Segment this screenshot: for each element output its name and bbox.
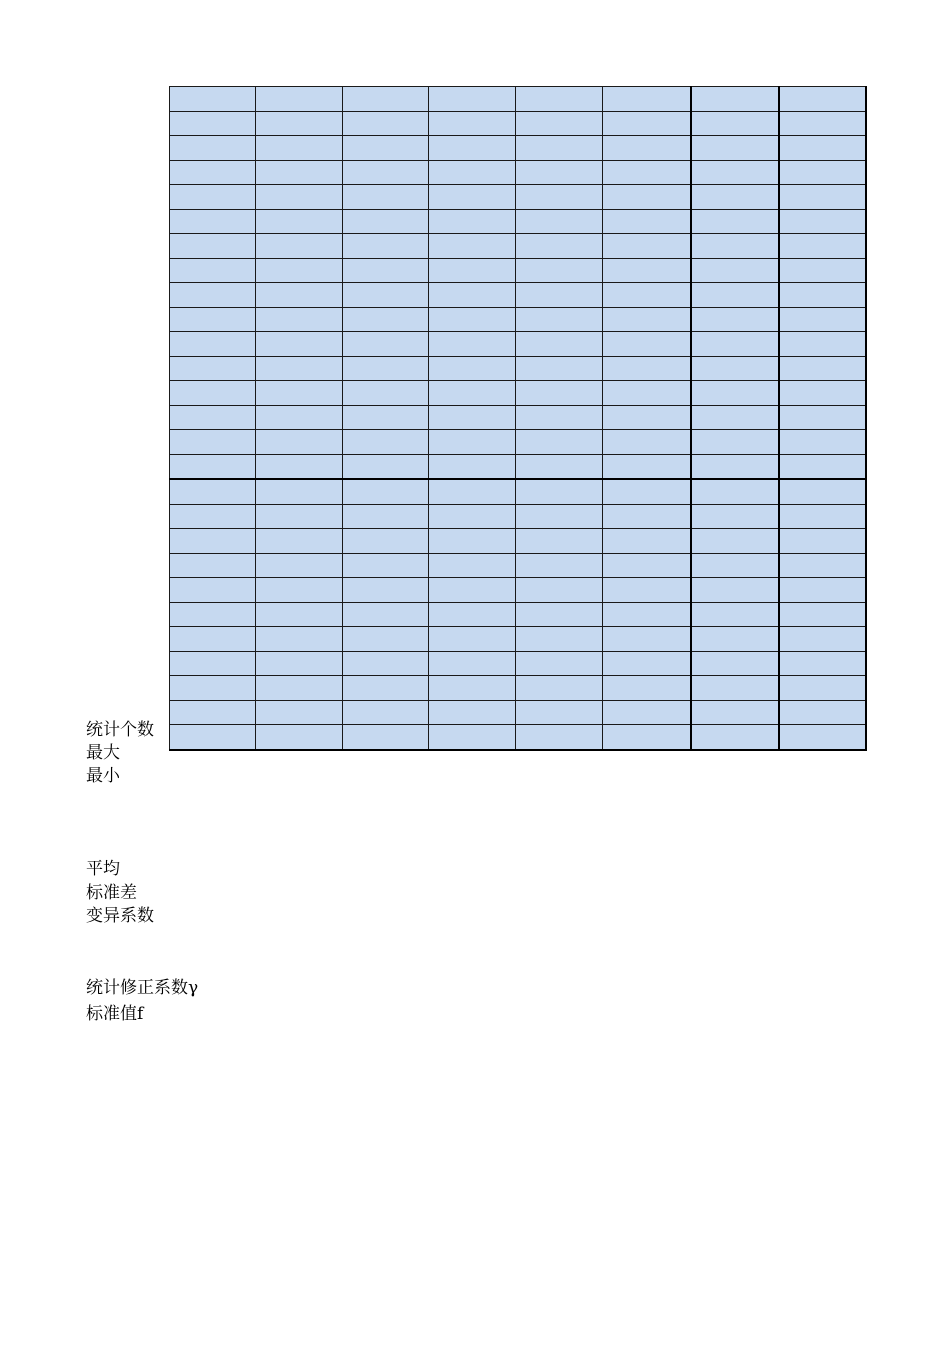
table-cell[interactable] bbox=[429, 676, 516, 701]
label-cv: 变异系数 bbox=[86, 906, 154, 926]
table-cell[interactable] bbox=[603, 381, 691, 406]
table-cell[interactable] bbox=[343, 381, 429, 406]
table-cell[interactable] bbox=[779, 430, 866, 455]
table-row bbox=[170, 454, 866, 479]
table-cell[interactable] bbox=[429, 430, 516, 455]
table-cell[interactable] bbox=[429, 185, 516, 210]
table-cell[interactable] bbox=[516, 578, 603, 603]
table-cell[interactable] bbox=[691, 627, 779, 652]
table-cell[interactable] bbox=[429, 602, 516, 627]
table-cell[interactable] bbox=[343, 430, 429, 455]
table-cell[interactable] bbox=[516, 479, 603, 504]
table-cell[interactable] bbox=[779, 209, 866, 234]
table-cell[interactable] bbox=[779, 307, 866, 332]
table-cell[interactable] bbox=[779, 725, 866, 750]
table-cell[interactable] bbox=[170, 136, 256, 161]
table-cell[interactable] bbox=[429, 479, 516, 504]
table-cell[interactable] bbox=[603, 553, 691, 578]
table-cell[interactable] bbox=[691, 307, 779, 332]
table-cell[interactable] bbox=[429, 307, 516, 332]
table-row bbox=[170, 87, 866, 112]
table-cell[interactable] bbox=[429, 87, 516, 112]
table-cell[interactable] bbox=[779, 160, 866, 185]
table-cell[interactable] bbox=[256, 627, 343, 652]
table-cell[interactable] bbox=[603, 651, 691, 676]
table-row bbox=[170, 136, 866, 161]
table-cell[interactable] bbox=[779, 332, 866, 357]
table-cell[interactable] bbox=[256, 454, 343, 479]
table-cell[interactable] bbox=[516, 651, 603, 676]
table-cell[interactable] bbox=[170, 430, 256, 455]
table-cell[interactable] bbox=[429, 332, 516, 357]
table-cell[interactable] bbox=[429, 234, 516, 259]
table-cell[interactable] bbox=[256, 676, 343, 701]
table-cell[interactable] bbox=[256, 725, 343, 750]
table-cell[interactable] bbox=[429, 136, 516, 161]
table-cell[interactable] bbox=[170, 578, 256, 603]
table-cell[interactable] bbox=[779, 381, 866, 406]
table-cell[interactable] bbox=[343, 405, 429, 430]
table-cell[interactable] bbox=[516, 700, 603, 725]
table-cell[interactable] bbox=[516, 160, 603, 185]
table-cell[interactable] bbox=[603, 479, 691, 504]
table-row bbox=[170, 356, 866, 381]
table-row bbox=[170, 627, 866, 652]
table-cell[interactable] bbox=[256, 185, 343, 210]
table-cell[interactable] bbox=[343, 553, 429, 578]
table-cell[interactable] bbox=[256, 430, 343, 455]
table-cell[interactable] bbox=[691, 602, 779, 627]
table-cell[interactable] bbox=[256, 234, 343, 259]
table-cell[interactable] bbox=[691, 430, 779, 455]
table-cell[interactable] bbox=[429, 529, 516, 554]
table-cell[interactable] bbox=[429, 725, 516, 750]
table-cell[interactable] bbox=[779, 627, 866, 652]
table-cell[interactable] bbox=[170, 111, 256, 136]
table-cell[interactable] bbox=[516, 356, 603, 381]
table-cell[interactable] bbox=[170, 283, 256, 308]
table-cell[interactable] bbox=[691, 136, 779, 161]
table-cell[interactable] bbox=[256, 479, 343, 504]
table-cell[interactable] bbox=[603, 454, 691, 479]
table-cell[interactable] bbox=[516, 307, 603, 332]
table-cell[interactable] bbox=[256, 87, 343, 112]
table-row bbox=[170, 504, 866, 529]
table-cell[interactable] bbox=[691, 700, 779, 725]
table-cell[interactable] bbox=[343, 700, 429, 725]
table-cell[interactable] bbox=[603, 185, 691, 210]
table-cell[interactable] bbox=[170, 454, 256, 479]
table-cell[interactable] bbox=[256, 283, 343, 308]
table-row bbox=[170, 430, 866, 455]
table-cell[interactable] bbox=[343, 627, 429, 652]
table-row bbox=[170, 209, 866, 234]
table-cell[interactable] bbox=[343, 234, 429, 259]
table-row bbox=[170, 602, 866, 627]
table-row bbox=[170, 529, 866, 554]
table-row bbox=[170, 553, 866, 578]
table-row bbox=[170, 405, 866, 430]
table-row bbox=[170, 479, 866, 504]
table-cell[interactable] bbox=[429, 651, 516, 676]
table-cell[interactable] bbox=[343, 529, 429, 554]
table-cell[interactable] bbox=[603, 430, 691, 455]
table-cell[interactable] bbox=[779, 185, 866, 210]
table-cell[interactable] bbox=[170, 529, 256, 554]
table-cell[interactable] bbox=[170, 700, 256, 725]
table-cell[interactable] bbox=[343, 160, 429, 185]
table-cell[interactable] bbox=[691, 651, 779, 676]
table-cell[interactable] bbox=[691, 356, 779, 381]
table-cell[interactable] bbox=[429, 578, 516, 603]
table-cell[interactable] bbox=[256, 602, 343, 627]
table-cell[interactable] bbox=[429, 283, 516, 308]
table-cell[interactable] bbox=[343, 676, 429, 701]
table-cell[interactable] bbox=[779, 553, 866, 578]
data-grid bbox=[169, 86, 867, 751]
table-cell[interactable] bbox=[429, 553, 516, 578]
table-cell[interactable] bbox=[516, 381, 603, 406]
label-count: 统计个数 bbox=[86, 720, 154, 740]
table-cell[interactable] bbox=[516, 234, 603, 259]
table-cell[interactable] bbox=[603, 307, 691, 332]
table-cell[interactable] bbox=[170, 160, 256, 185]
table-cell[interactable] bbox=[170, 87, 256, 112]
table-cell[interactable] bbox=[603, 283, 691, 308]
table-cell[interactable] bbox=[779, 234, 866, 259]
table-cell[interactable] bbox=[779, 602, 866, 627]
table-cell[interactable] bbox=[170, 651, 256, 676]
table-cell[interactable] bbox=[170, 234, 256, 259]
label-correction-factor: 统计修正系数γ bbox=[86, 978, 199, 998]
table-cell[interactable] bbox=[779, 651, 866, 676]
table-cell[interactable] bbox=[603, 234, 691, 259]
table-cell[interactable] bbox=[779, 111, 866, 136]
table-cell[interactable] bbox=[343, 725, 429, 750]
table-cell[interactable] bbox=[256, 136, 343, 161]
table-cell[interactable] bbox=[516, 185, 603, 210]
table-cell[interactable] bbox=[343, 209, 429, 234]
table-cell[interactable] bbox=[516, 136, 603, 161]
table-cell[interactable] bbox=[170, 381, 256, 406]
table-cell[interactable] bbox=[603, 405, 691, 430]
table-cell[interactable] bbox=[691, 160, 779, 185]
table-cell[interactable] bbox=[429, 381, 516, 406]
table-cell[interactable] bbox=[516, 111, 603, 136]
table-cell[interactable] bbox=[516, 676, 603, 701]
table-cell[interactable] bbox=[691, 332, 779, 357]
table-cell[interactable] bbox=[779, 529, 866, 554]
table-cell[interactable] bbox=[516, 454, 603, 479]
table-cell[interactable] bbox=[603, 356, 691, 381]
table-cell[interactable] bbox=[256, 111, 343, 136]
table-cell[interactable] bbox=[256, 381, 343, 406]
table-row bbox=[170, 160, 866, 185]
table-cell[interactable] bbox=[603, 676, 691, 701]
table-cell[interactable] bbox=[779, 700, 866, 725]
table-cell[interactable] bbox=[343, 504, 429, 529]
table-cell[interactable] bbox=[343, 578, 429, 603]
table-cell[interactable] bbox=[603, 160, 691, 185]
table-cell[interactable] bbox=[779, 479, 866, 504]
table-cell[interactable] bbox=[170, 553, 256, 578]
table-cell[interactable] bbox=[170, 332, 256, 357]
table-cell[interactable] bbox=[516, 627, 603, 652]
table-cell[interactable] bbox=[691, 87, 779, 112]
table-cell[interactable] bbox=[256, 209, 343, 234]
table-cell[interactable] bbox=[343, 307, 429, 332]
table-cell[interactable] bbox=[779, 454, 866, 479]
table-cell[interactable] bbox=[170, 307, 256, 332]
table-cell[interactable] bbox=[603, 725, 691, 750]
table-row bbox=[170, 258, 866, 283]
table-cell[interactable] bbox=[256, 307, 343, 332]
label-std-dev: 标准差 bbox=[86, 883, 137, 903]
table-cell[interactable] bbox=[170, 602, 256, 627]
table-cell[interactable] bbox=[779, 258, 866, 283]
table-cell[interactable] bbox=[170, 209, 256, 234]
table-cell[interactable] bbox=[429, 700, 516, 725]
table-cell[interactable] bbox=[603, 578, 691, 603]
table-cell[interactable] bbox=[779, 87, 866, 112]
table-cell[interactable] bbox=[256, 529, 343, 554]
table-cell[interactable] bbox=[516, 504, 603, 529]
table-row bbox=[170, 111, 866, 136]
table-row bbox=[170, 234, 866, 259]
table-cell[interactable] bbox=[256, 405, 343, 430]
table-cell[interactable] bbox=[256, 332, 343, 357]
table-cell[interactable] bbox=[603, 602, 691, 627]
table-cell[interactable] bbox=[691, 578, 779, 603]
table-cell[interactable] bbox=[603, 258, 691, 283]
table-cell[interactable] bbox=[516, 209, 603, 234]
table-cell[interactable] bbox=[691, 111, 779, 136]
table-cell[interactable] bbox=[779, 356, 866, 381]
table-cell[interactable] bbox=[603, 529, 691, 554]
table-cell[interactable] bbox=[516, 405, 603, 430]
table-cell[interactable] bbox=[170, 185, 256, 210]
table-row bbox=[170, 381, 866, 406]
table-cell[interactable] bbox=[603, 332, 691, 357]
table-cell[interactable] bbox=[343, 283, 429, 308]
table-cell[interactable] bbox=[256, 160, 343, 185]
table-row bbox=[170, 307, 866, 332]
table-cell[interactable] bbox=[170, 405, 256, 430]
table-cell[interactable] bbox=[343, 87, 429, 112]
table-row bbox=[170, 578, 866, 603]
table-cell[interactable] bbox=[429, 209, 516, 234]
table-cell[interactable] bbox=[429, 111, 516, 136]
table-cell[interactable] bbox=[516, 332, 603, 357]
table-cell[interactable] bbox=[343, 454, 429, 479]
table-cell[interactable] bbox=[691, 234, 779, 259]
table-cell[interactable] bbox=[343, 651, 429, 676]
table-cell[interactable] bbox=[516, 87, 603, 112]
label-mean: 平均 bbox=[86, 859, 120, 879]
table-cell[interactable] bbox=[516, 529, 603, 554]
table-cell[interactable] bbox=[343, 111, 429, 136]
table-row bbox=[170, 676, 866, 701]
table-cell[interactable] bbox=[256, 651, 343, 676]
table-cell[interactable] bbox=[429, 356, 516, 381]
table-cell[interactable] bbox=[691, 381, 779, 406]
table-cell[interactable] bbox=[516, 553, 603, 578]
table-cell[interactable] bbox=[516, 602, 603, 627]
table-cell[interactable] bbox=[603, 136, 691, 161]
table-cell[interactable] bbox=[429, 258, 516, 283]
table-cell[interactable] bbox=[516, 725, 603, 750]
table-row bbox=[170, 651, 866, 676]
table-row bbox=[170, 725, 866, 750]
table-row bbox=[170, 700, 866, 725]
table-cell[interactable] bbox=[256, 553, 343, 578]
table-cell[interactable] bbox=[779, 136, 866, 161]
table-cell[interactable] bbox=[779, 405, 866, 430]
table-cell[interactable] bbox=[691, 185, 779, 210]
table-cell[interactable] bbox=[429, 160, 516, 185]
table-cell[interactable] bbox=[256, 578, 343, 603]
table-cell[interactable] bbox=[429, 454, 516, 479]
table-cell[interactable] bbox=[256, 356, 343, 381]
table-cell[interactable] bbox=[779, 578, 866, 603]
table-cell[interactable] bbox=[603, 700, 691, 725]
table-cell[interactable] bbox=[170, 504, 256, 529]
table-cell[interactable] bbox=[170, 479, 256, 504]
table-cell[interactable] bbox=[691, 725, 779, 750]
table-cell[interactable] bbox=[516, 430, 603, 455]
table-cell[interactable] bbox=[779, 504, 866, 529]
table-cell[interactable] bbox=[603, 87, 691, 112]
table-row bbox=[170, 332, 866, 357]
table-cell[interactable] bbox=[691, 676, 779, 701]
table-cell[interactable] bbox=[516, 283, 603, 308]
table-cell[interactable] bbox=[343, 258, 429, 283]
table-cell[interactable] bbox=[691, 553, 779, 578]
table-row bbox=[170, 283, 866, 308]
table-cell[interactable] bbox=[170, 258, 256, 283]
table-cell[interactable] bbox=[691, 529, 779, 554]
table-cell[interactable] bbox=[170, 356, 256, 381]
table-cell[interactable] bbox=[343, 185, 429, 210]
table-cell[interactable] bbox=[343, 356, 429, 381]
table-cell[interactable] bbox=[429, 405, 516, 430]
table-cell[interactable] bbox=[603, 111, 691, 136]
table-cell[interactable] bbox=[256, 700, 343, 725]
table-cell[interactable] bbox=[256, 258, 343, 283]
table-cell[interactable] bbox=[779, 283, 866, 308]
table-cell[interactable] bbox=[429, 504, 516, 529]
table-cell[interactable] bbox=[691, 258, 779, 283]
table-cell[interactable] bbox=[691, 504, 779, 529]
table-cell[interactable] bbox=[170, 676, 256, 701]
table-cell[interactable] bbox=[170, 725, 256, 750]
label-standard-value: 标准值f bbox=[86, 1004, 144, 1024]
label-min: 最小 bbox=[86, 766, 120, 786]
table-cell[interactable] bbox=[343, 332, 429, 357]
table-cell[interactable] bbox=[256, 504, 343, 529]
table-cell[interactable] bbox=[691, 209, 779, 234]
table-row bbox=[170, 185, 866, 210]
table-cell[interactable] bbox=[603, 627, 691, 652]
table-cell[interactable] bbox=[691, 405, 779, 430]
table-cell[interactable] bbox=[516, 258, 603, 283]
table-cell[interactable] bbox=[779, 676, 866, 701]
table-cell[interactable] bbox=[429, 627, 516, 652]
label-max: 最大 bbox=[86, 743, 120, 763]
table-cell[interactable] bbox=[343, 136, 429, 161]
table-cell[interactable] bbox=[603, 209, 691, 234]
table-cell[interactable] bbox=[691, 479, 779, 504]
table-cell[interactable] bbox=[343, 479, 429, 504]
table-cell[interactable] bbox=[691, 454, 779, 479]
table-cell[interactable] bbox=[343, 602, 429, 627]
table-cell[interactable] bbox=[603, 504, 691, 529]
table-cell[interactable] bbox=[170, 627, 256, 652]
table-cell[interactable] bbox=[691, 283, 779, 308]
data-table bbox=[169, 86, 867, 751]
